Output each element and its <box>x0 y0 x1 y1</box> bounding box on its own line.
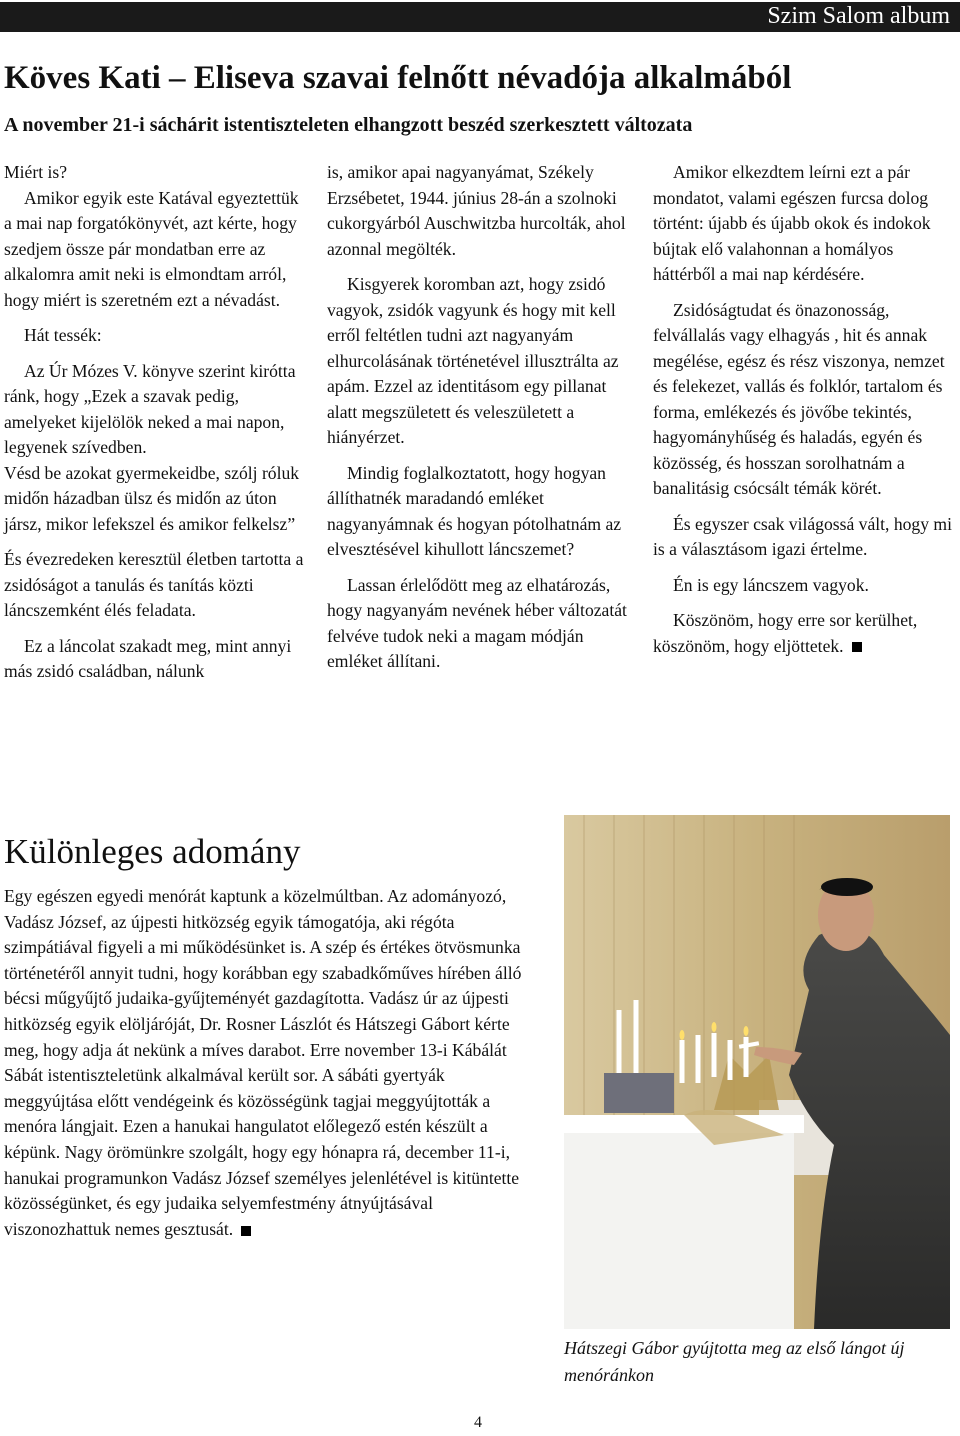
paragraph <box>653 608 958 659</box>
article-subtitle: A november 21-i sáchárit istentiszteleten elhangzott beszéd szerkesztett változata <box>4 114 693 136</box>
paragraph: Zsidóságtudat és önazonosság, felvállalás vagy elhagyás , hit és annak megélése, egész és rész viszonya, nemzet és felekezet, vallás és folklór, tartalom és forma, emlékezés és jövőbe tekintés, hagyományhűség és haladás, egyén és közösség, és hosszan sorolhatnám a banalitásig csócsált témák körét. <box>653 299 945 498</box>
paragraph: Hát tessék: <box>24 325 102 345</box>
article-column-2 <box>327 160 627 685</box>
paragraph: Miért is? <box>4 162 68 182</box>
article-column-1 <box>4 160 309 695</box>
end-mark-icon <box>241 1226 251 1236</box>
paragraph: Ez a láncolat szakadt meg, mint annyi más zsidó családban, nálunk <box>4 635 292 681</box>
paragraph: Vésd be azokat gyermekeidbe, szólj róluk midőn házadban ülsz és midőn az úton jársz, mikor lefekszel és amikor felkelsz” <box>4 462 300 534</box>
menorah-photo-illustration <box>564 815 950 1329</box>
closing-text: Köszönöm, hogy erre sor kerülhet, köszönöm, hogy eljöttetek. <box>653 610 918 656</box>
article-title: Köves Kati – Eliseva szavai felnőtt névadója alkalmából <box>4 60 792 96</box>
page-number: 4 <box>474 1414 482 1431</box>
paragraph: Lassan érlelődött meg az elhatározás, hogy nagyanyám nevének héber változatát felvéve tudok neki a magam módján emléket állítani. <box>327 574 627 671</box>
donation-text: Egy egészen egyedi menórát kaptunk a közelmúltban. Az adományozó, Vadász József, az újpesti hitközség egyik támogatója, aki régóta szimpátiával figyeli a mi működésünket is. A szép és értékes ötvösmunka történetéről annyit tudni, hogy korábban egy szabadkőműves hírében álló bécsi műgyűjtő judaika-gyűjteményét gazdagította. Vadász úr az újpesti hitközség egyik elöljáróját, Dr. Rosner Lászlót és Hátszegi Gábort kérte meg, hogy adja át nekünk a míves darabot. Erre november 13-i Kábálát Sábát istentiszteletünk alkalmával került sor. A sábáti gyertyák meggyújtása előtt vendégeink és közösségünk tagjai meggyújtották a menóra lángjait. Ezen a hanukai hangulatot előlegező estén készült a képünk. Nagy örömünkre szolgált, hogy egy hónapra rá, december 11-i, hanukai programunkon Vadász József személyes jelenlétével is kitüntette közösségünket, és egy judaika selyemfestmény átnyújtásával viszonozhattuk nemes gesztusát. <box>4 886 522 1239</box>
header-bar <box>0 2 960 32</box>
paragraph: Kisgyerek koromban azt, hogy zsidó vagyok, zsidók vagyunk és hogy mit kell erről feltétlen tudni azt nagyanyám elhurcolásának történetével illusztrálta az apám. Ezzel az identitásom egy pillanat alatt megszületett és veleszületett a hiányérzet. <box>327 274 619 447</box>
paragraph: És évezredeken keresztül életben tartotta a zsidóságot a tanulás és tanítás közti láncszemként élés feladata. <box>4 549 304 620</box>
paragraph: Az Úr Mózes V. könyve szerint kirótta ránk, hogy „Ezek a szavak pedig, amelyeket kijelölök neked a mai napon, legyenek szívedben. <box>4 360 296 457</box>
menorah-photo <box>564 815 950 1329</box>
donation-title: Különleges adomány <box>4 832 301 871</box>
album-label: Szim Salom album <box>767 3 950 29</box>
paragraph: Amikor elkezdtem leírni ezt a pár mondatot, valami egészen furcsa dolog történt: újabb és újabb okok és indokok bújtak elő valahonnan a homályos háttérből a mai nap kérdésére. <box>653 162 931 284</box>
photo-caption: Hátszegi Gábor gyújtotta meg az első lángot új menóránkon <box>564 1338 905 1385</box>
donation-body <box>4 884 536 1242</box>
paragraph: És egyszer csak világossá vált, hogy mi is a választásom igazi értelme. <box>653 513 952 559</box>
paragraph: Amikor egyik este Katával egyeztettük a mai nap forgatókönyvét, azt kérte, hogy szedjem össze pár mondatban erre az alkalomra amit neki is elmondtam arról, hogy miért is szeretném ezt a névadást. <box>4 187 299 310</box>
paragraph: Én is egy láncszem vagyok. <box>673 574 869 595</box>
paragraph: is, amikor apai nagyanyámat, Székely Erzsébetet, 1944. június 28-án a szolnoki cukorgyárból Auschwitzba hurcolták, ahol azonnal megölték. <box>327 162 626 259</box>
end-mark-icon <box>852 642 862 652</box>
article-column-3 <box>653 160 958 669</box>
paragraph: Mindig foglalkoztatott, hogy hogyan állíthatnék maradandó emléket nagyanyámnak és hogyan pótolhatnám az elvesztésével kihullott láncszemet? <box>327 462 622 559</box>
